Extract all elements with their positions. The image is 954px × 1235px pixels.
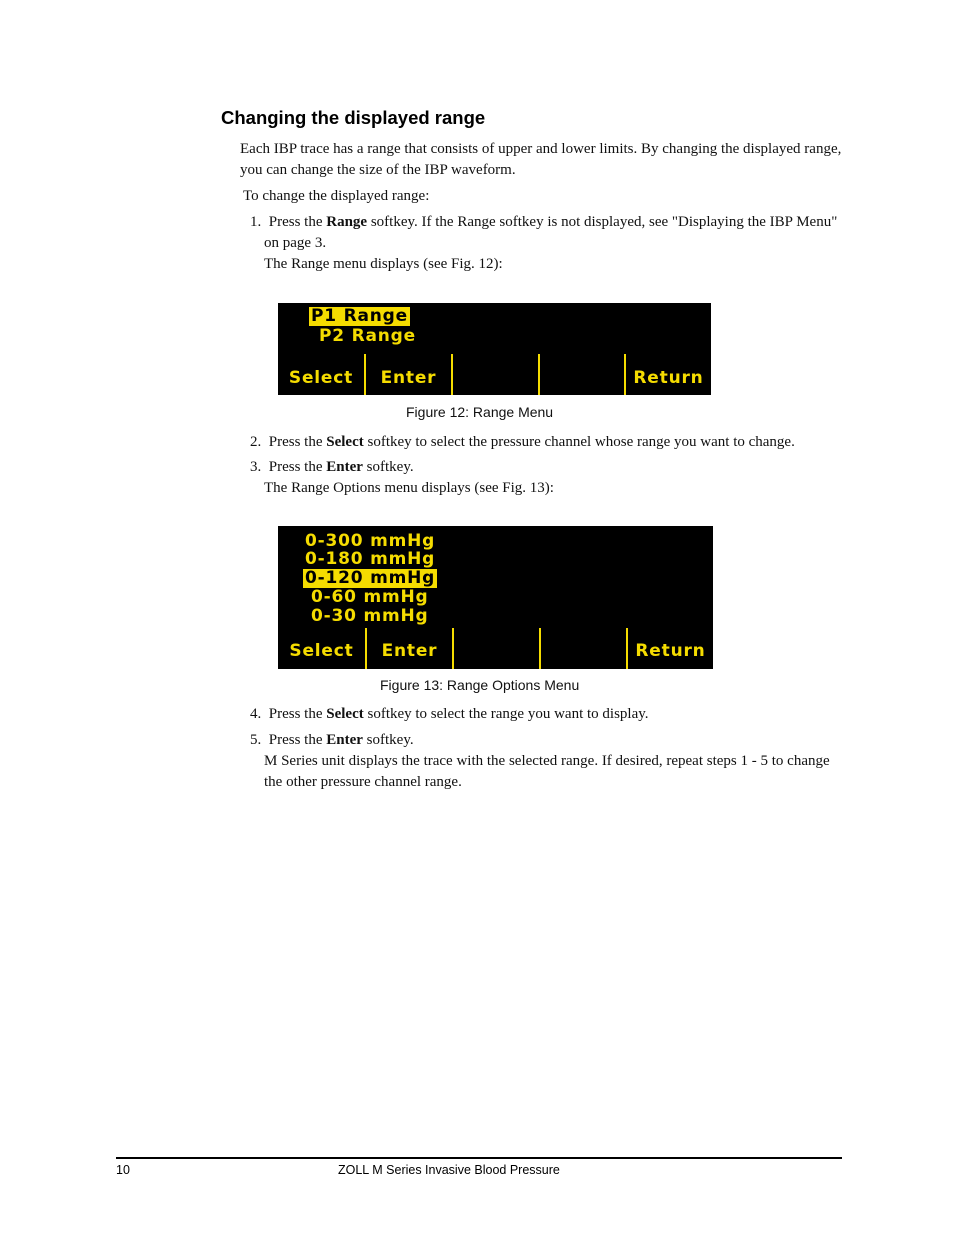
- step-5: [250, 730, 414, 751]
- intro-line-2: you can change the size of the IBP waveform.: [240, 162, 516, 178]
- step-text: Press the: [268, 732, 327, 748]
- step-3: [250, 457, 414, 478]
- range-options-screen: [278, 526, 713, 669]
- softkey-enter[interactable]: Enter: [380, 368, 437, 388]
- softkey-divider: [539, 628, 541, 669]
- range-option-0-30[interactable]: 0-30 mmHg: [311, 606, 429, 626]
- softkey-return[interactable]: Return: [633, 368, 704, 388]
- step-text: softkey. If the Range softkey is not displayed, see "Displaying the IBP Menu": [367, 214, 838, 230]
- step-text: softkey to select the range you want to display.: [363, 706, 649, 722]
- step-text: Press the: [268, 706, 327, 722]
- step-softkey-name: Enter: [326, 459, 363, 475]
- step-softkey-name: Select: [326, 434, 364, 450]
- step-number: 4.: [250, 706, 262, 722]
- step-5-line-3: the other pressure channel range.: [264, 774, 462, 790]
- step-5-line-2: M Series unit displays the trace with the selected range. If desired, repeat steps 1 - 5 to change: [264, 753, 830, 769]
- step-text: softkey.: [362, 732, 414, 748]
- range-option-0-300[interactable]: 0-300 mmHg: [305, 531, 436, 551]
- step-2: [250, 432, 795, 453]
- step-text: Press the: [268, 459, 327, 475]
- step-text: Press the: [268, 214, 327, 230]
- step-softkey-name: Select: [326, 706, 364, 722]
- step-number: 3.: [250, 459, 262, 475]
- menu-item-p2-range[interactable]: P2 Range: [319, 326, 416, 346]
- figure-12-caption: Figure 12: Range Menu: [406, 404, 554, 420]
- range-option-0-120[interactable]: 0-120 mmHg: [305, 568, 436, 588]
- step-1-line-3: The Range menu displays (see Fig. 12):: [264, 256, 503, 272]
- step-number: 1.: [250, 214, 262, 230]
- range-option-0-60[interactable]: 0-60 mmHg: [311, 587, 429, 607]
- range-option-0-180[interactable]: 0-180 mmHg: [305, 549, 436, 569]
- step-text: softkey to select the pressure channel whose range you want to change.: [363, 434, 795, 450]
- menu-item-p1-range[interactable]: P1 Range: [311, 306, 408, 326]
- footer-title: ZOLL M Series Invasive Blood Pressure: [338, 1163, 560, 1177]
- step-text: softkey.: [362, 459, 414, 475]
- intro-line-1: Each IBP trace has a range that consists of upper and lower limits. By changing the displayed range,: [240, 141, 842, 157]
- section-heading: Changing the displayed range: [221, 107, 486, 128]
- softkey-enter[interactable]: Enter: [381, 641, 438, 661]
- figure-13-caption: Figure 13: Range Options Menu: [380, 677, 580, 693]
- softkey-select[interactable]: Select: [289, 641, 354, 661]
- step-softkey-name: Enter: [326, 732, 363, 748]
- softkey-divider: [452, 628, 454, 669]
- step-1: [250, 212, 837, 233]
- range-menu-screen: [278, 303, 711, 395]
- softkey-divider: [538, 354, 540, 395]
- page-number: 10: [116, 1163, 130, 1177]
- step-number: 5.: [250, 732, 262, 748]
- footer-rule: [116, 1157, 842, 1159]
- step-softkey-name: Range: [326, 214, 368, 230]
- step-text: Press the: [268, 434, 327, 450]
- step-1-line-2: on page 3.: [264, 235, 327, 251]
- step-3-line-2: The Range Options menu displays (see Fig. 13):: [264, 480, 554, 496]
- lead-text: To change the displayed range:: [243, 188, 430, 204]
- softkey-divider: [451, 354, 453, 395]
- softkey-select[interactable]: Select: [288, 368, 354, 388]
- step-4: [250, 704, 649, 725]
- step-number: 2.: [250, 434, 262, 450]
- softkey-return[interactable]: Return: [635, 641, 706, 661]
